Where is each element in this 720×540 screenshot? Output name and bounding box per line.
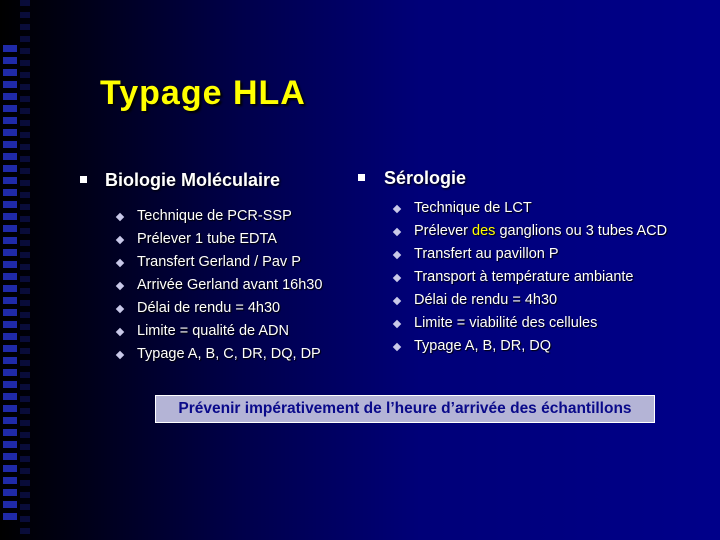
diamond-bullet-icon xyxy=(116,236,124,244)
square-bullet-icon xyxy=(358,174,365,181)
list-item-text: Typage A, B, C, DR, DQ, DP xyxy=(137,346,321,362)
diamond-bullet-icon xyxy=(116,351,124,359)
left-heading-label: Biologie Moléculaire xyxy=(105,170,281,190)
list-item-text: Technique de PCR-SSP xyxy=(137,208,292,224)
list-item-text: Typage A, B, DR, DQ xyxy=(414,338,551,354)
left-list xyxy=(80,205,350,366)
list-item xyxy=(414,197,706,220)
list-item xyxy=(414,220,706,243)
diamond-bullet-icon xyxy=(116,213,124,221)
list-item-text: Arrivée Gerland avant 16h30 xyxy=(137,277,323,293)
right-column xyxy=(356,168,706,358)
list-item xyxy=(137,251,350,274)
diamond-bullet-icon xyxy=(393,343,401,351)
right-heading-label: Sérologie xyxy=(384,168,467,188)
list-item xyxy=(137,228,350,251)
diamond-bullet-icon xyxy=(393,205,401,213)
diamond-bullet-icon xyxy=(116,328,124,336)
list-item-text: Limite = qualité de ADN xyxy=(137,323,289,339)
list-item-text: Limite = viabilité des cellules xyxy=(414,315,598,331)
list-item xyxy=(414,266,706,289)
diamond-bullet-icon xyxy=(393,320,401,328)
diamond-bullet-icon xyxy=(116,259,124,267)
left-heading xyxy=(80,170,350,191)
list-item-text: Transport à température ambiante xyxy=(414,269,634,285)
list-item-text: Prélever 1 tube EDTA xyxy=(137,231,277,247)
slide-title: Typage HLA xyxy=(100,74,306,112)
diamond-bullet-icon xyxy=(393,251,401,259)
left-column xyxy=(80,170,350,366)
list-item xyxy=(414,289,706,312)
list-item xyxy=(137,320,350,343)
diamond-bullet-icon xyxy=(393,228,401,236)
list-item xyxy=(414,312,706,335)
list-item-text: Transfert Gerland / Pav P xyxy=(137,254,301,270)
warning-note-box: Prévenir impérativement de l’heure d’arrivée des échantillons xyxy=(155,395,655,423)
list-item xyxy=(414,243,706,266)
list-item xyxy=(414,335,706,358)
diamond-bullet-icon xyxy=(393,297,401,305)
list-item-text: Technique de LCT xyxy=(414,200,532,216)
list-item xyxy=(137,343,350,366)
decorative-dot-column-faint xyxy=(20,0,30,540)
list-item-text: Transfert au pavillon P xyxy=(414,246,559,262)
list-item xyxy=(137,274,350,297)
right-heading xyxy=(356,168,706,189)
highlighted-word: des xyxy=(472,223,496,239)
list-item xyxy=(137,205,350,228)
list-item xyxy=(137,297,350,320)
diamond-bullet-icon xyxy=(116,282,124,290)
diamond-bullet-icon xyxy=(393,274,401,282)
list-item-text: ganglions ou 3 tubes ACD xyxy=(495,223,668,239)
right-list xyxy=(356,197,706,358)
square-bullet-icon xyxy=(80,176,87,183)
list-item-text: Délai de rendu = 4h30 xyxy=(414,292,558,308)
diamond-bullet-icon xyxy=(116,305,124,313)
list-item-text: Délai de rendu = 4h30 xyxy=(137,300,281,316)
decorative-dot-column xyxy=(3,45,17,525)
list-item-text: Prélever xyxy=(414,223,473,239)
